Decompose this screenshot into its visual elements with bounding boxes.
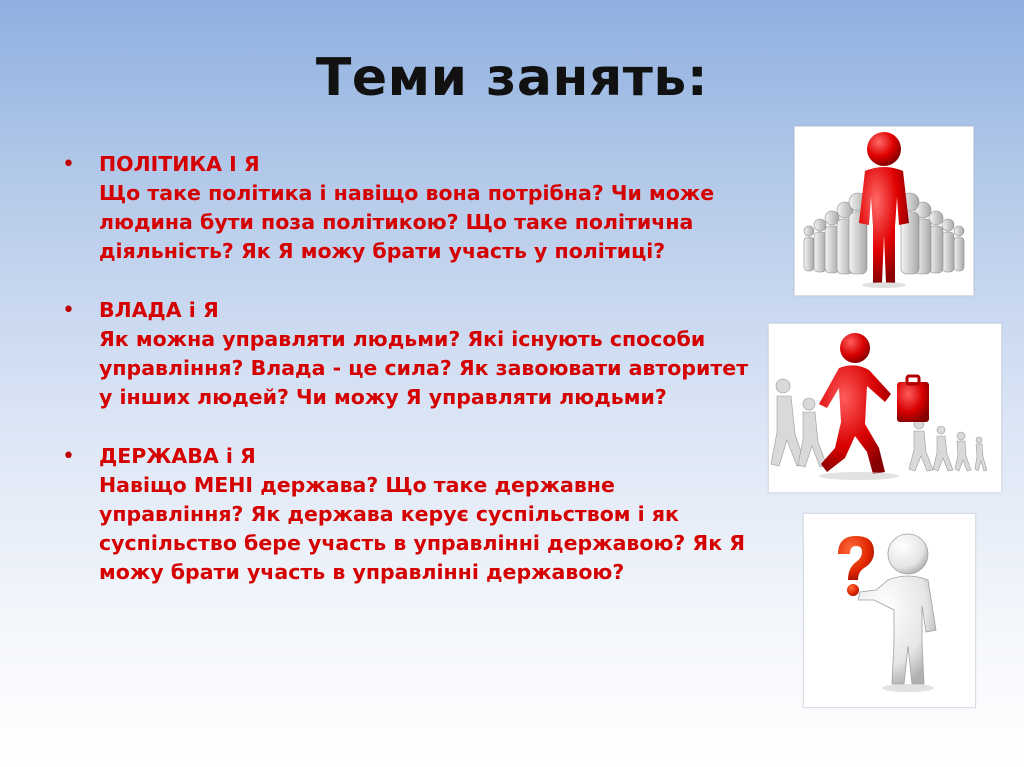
topic-title: ПОЛІТИКА І Я [99,152,260,176]
question-mark-figure-icon [803,513,976,708]
red-leader-figure-icon [794,126,974,296]
topic-list [62,150,752,617]
bullet-icon: • [62,152,75,177]
bullet-icon: • [62,298,75,323]
topic-title: ДЕРЖАВА і Я [99,444,256,468]
red-runner-briefcase-icon [768,323,1002,493]
bullet-icon: • [62,444,75,469]
topic-power [62,296,752,412]
topic-politics [62,150,752,266]
slide-title: Теми занять: [315,48,709,108]
topic-text: Навіщо МЕНІ держава? Що таке державне управління? Як держава керує суспільством і як суспільство бере участь в управлінні державою? Як Я можу брати участь в управлінні державою? [99,473,746,584]
topic-state [62,442,752,587]
topic-text: Що таке політика і навіщо вона потрібна? Чи може людина бути поза політикою? Що таке політична діяльність? Як Я можу брати участь у політиці? [99,181,715,263]
topic-text: Як можна управляти людьми? Які існують способи управління? Влада - це сила? Як завоювати авторитет у інших людей? Чи можу Я управляти людьми? [99,327,749,409]
topic-title: ВЛАДА і Я [99,298,219,322]
